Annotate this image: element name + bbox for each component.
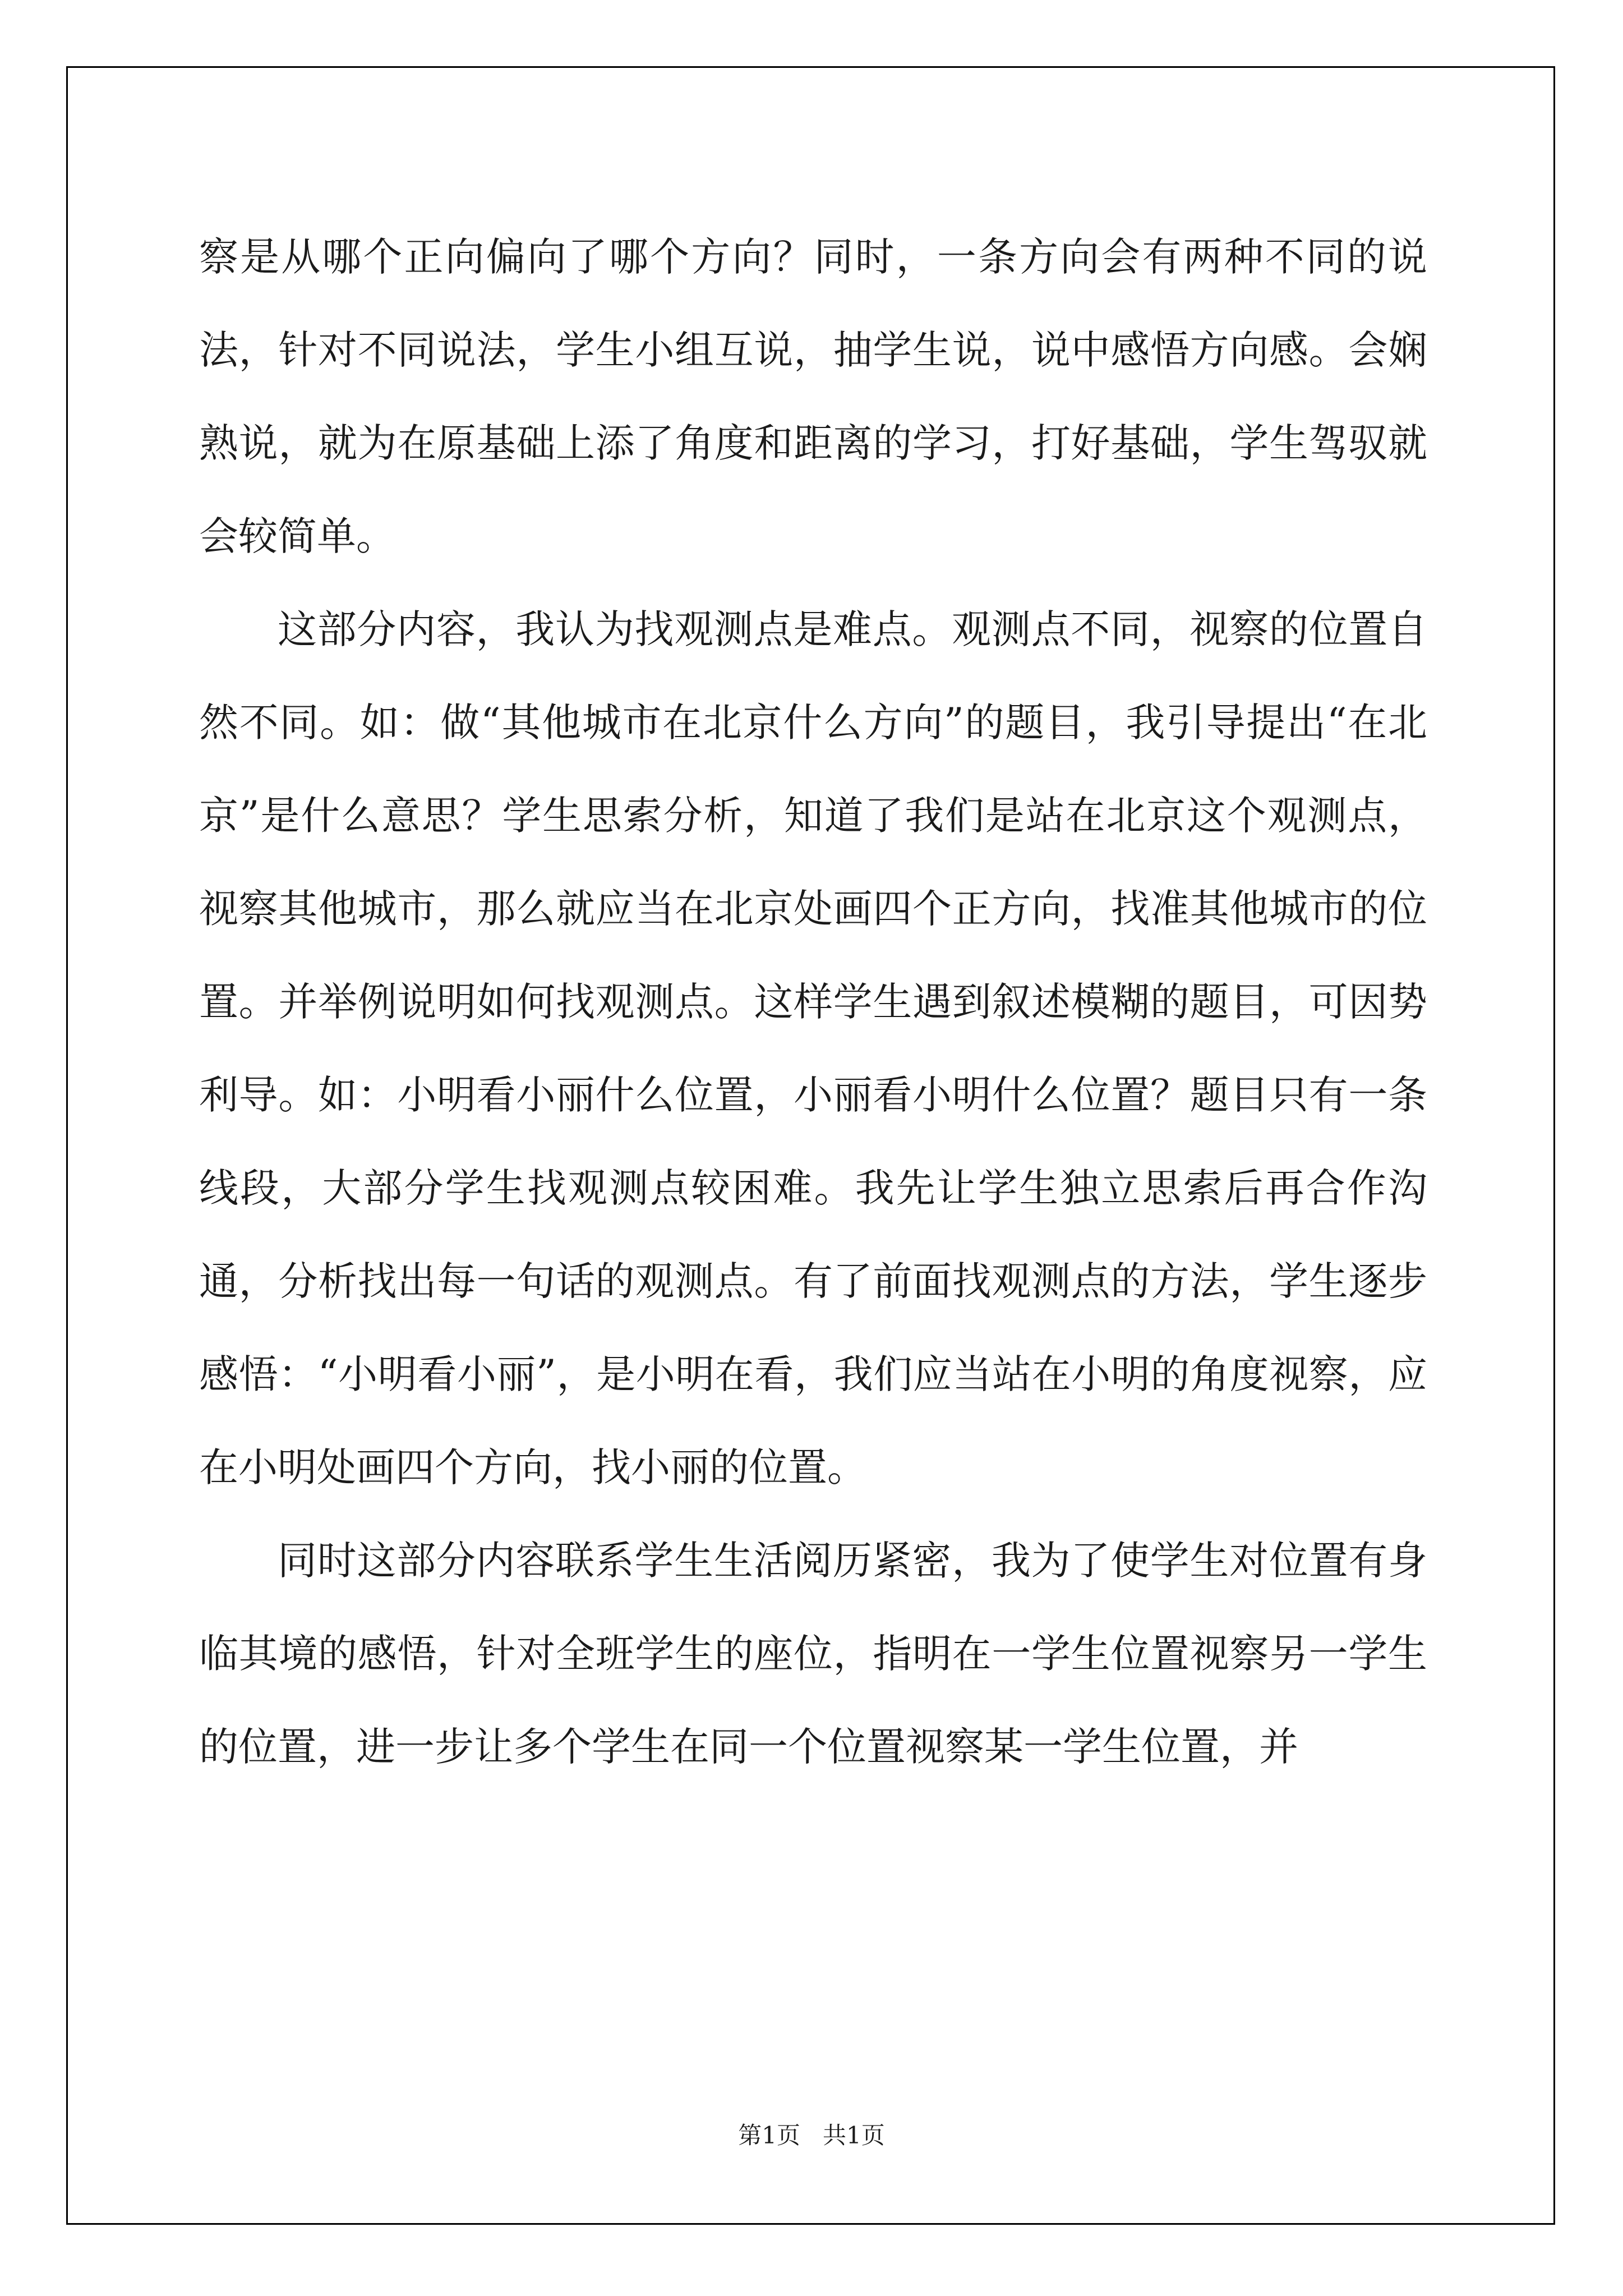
paragraph: 同时这部分内容联系学生生活阅历紧密，我为了使学生对位置有身临其境的感悟，针对全班学生的座位，指明在一学生位置视察另一学生的位置，进一步让多个学生在同一个位置视察某一学生位置，并	[199, 1538, 1427, 1770]
document-body	[199, 210, 1427, 1793]
page-footer	[0, 2119, 1623, 2152]
paragraph-continuation: 察是从哪个正向偏向了哪个方向？同时，一条方向会有两种不同的说法，针对不同说法，学生小组互说，抽学生说，说中感悟方向感。会娴熟说，就为在原基础上添了角度和距离的学习，打好基础，学生驾驭就会较简单。	[199, 234, 1427, 559]
page-number: 第1页	[738, 2122, 800, 2149]
page-total: 共1页	[823, 2122, 885, 2149]
paragraph: 这部分内容，我认为找观测点是难点。观测点不同，视察的位置自然不同。如：做“其他城市在北京什么方向”的题目，我引导提出“在北京”是什么意思？学生思索分析，知道了我们是站在北京这个观测点，视察其他城市，那么就应当在北京处画四个正方向，找准其他城市的位置。并举例说明如何找观测点。这样学生遇到叙述模糊的题目，可因势利导。如：小明看小丽什么位置，小丽看小明什么位置？题目只有一条线段，大部分学生找观测点较困难。我先让学生独立思索后再合作沟通，分析找出每一句话的观测点。有了前面找观测点的方法，学生逐步感悟：“小明看小丽”，是小明在看，我们应当站在小明的角度视察，应在小明处画四个方向，找小丽的位置。	[199, 606, 1427, 1490]
